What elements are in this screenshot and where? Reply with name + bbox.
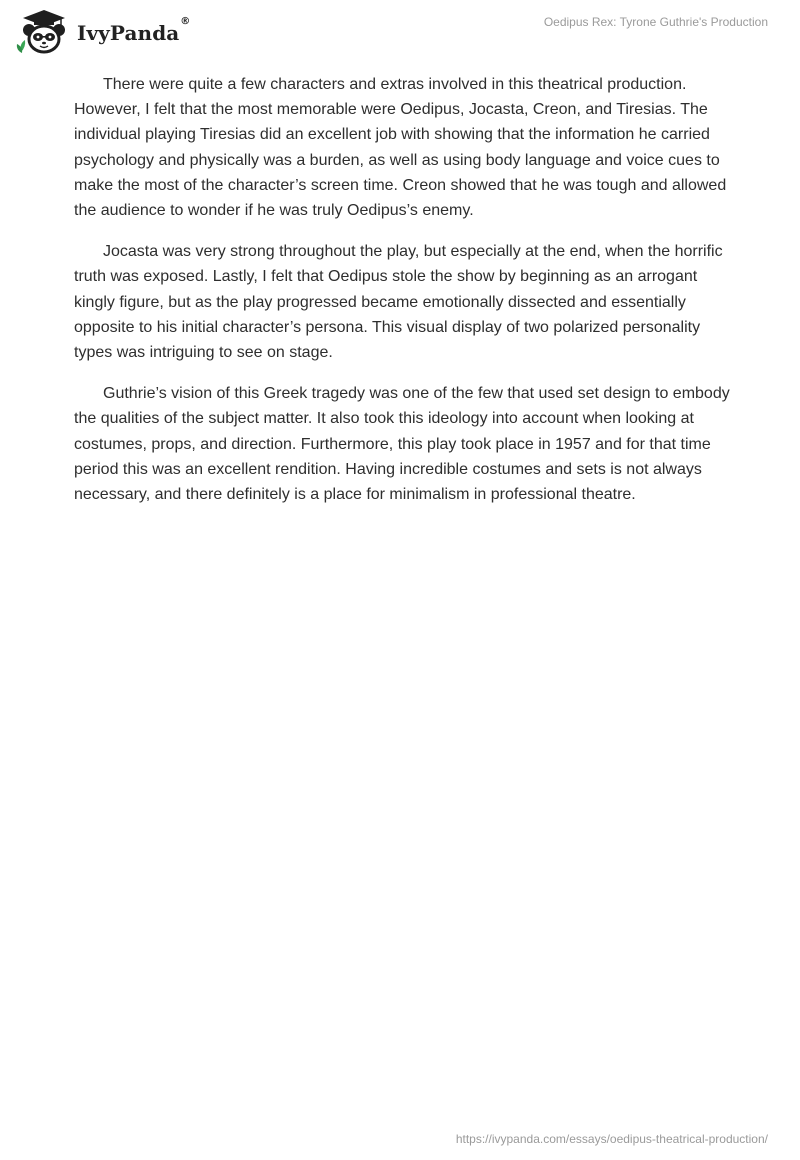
registered-mark: ® (180, 16, 191, 27)
paragraph-jocasta-oedipus: Jocasta was very strong throughout the play, but especially at the end, when the horrific truth was exposed. Lastly, I felt that Oedipus stole the show by beginning as an arrogant kingly figure, but as the play progressed became emotionally dissected and essentially opposite to his initial character’s persona. This visual display of two polarized personality types was intriguing to see on stage. (74, 243, 723, 362)
essay-body (74, 72, 734, 523)
paragraph-characters: There were quite a few characters and extras involved in this theatrical production. However, I felt that the most memorable were Oedipus, Jocasta, Creon, and Tiresias. The individual playing Tiresias did an excellent job with showing that the information he carried psychology and physically was a burden, as well as using body language and voice cues to make the most of the character’s screen time. Creon showed that he was tough and allowed the audience to wonder if he was truly Oedipus’s enemy. (74, 76, 727, 220)
panda-graduate-logo-icon (15, 8, 73, 56)
source-url[interactable]: https://ivypanda.com/essays/oedipus-theatrical-production/ (455, 1132, 768, 1146)
brand-name: IvyPanda ® (77, 16, 191, 45)
ivypanda-logo[interactable] (15, 8, 191, 56)
page-header (0, 0, 800, 60)
document-title: Oedipus Rex: Tyrone Guthrie's Production (543, 15, 768, 29)
paragraph-guthrie-vision: Guthrie’s vision of this Greek tragedy was one of the few that used set design to embody the qualities of the subject matter. It also took this ideology into account when looking at costumes, props, and direction. Furthermore, this play took place in 1957 and for that time period this was an excellent rendition. Having incredible costumes and sets is not always necessary, and there definitely is a place for minimalism in professional theatre. (74, 385, 730, 504)
